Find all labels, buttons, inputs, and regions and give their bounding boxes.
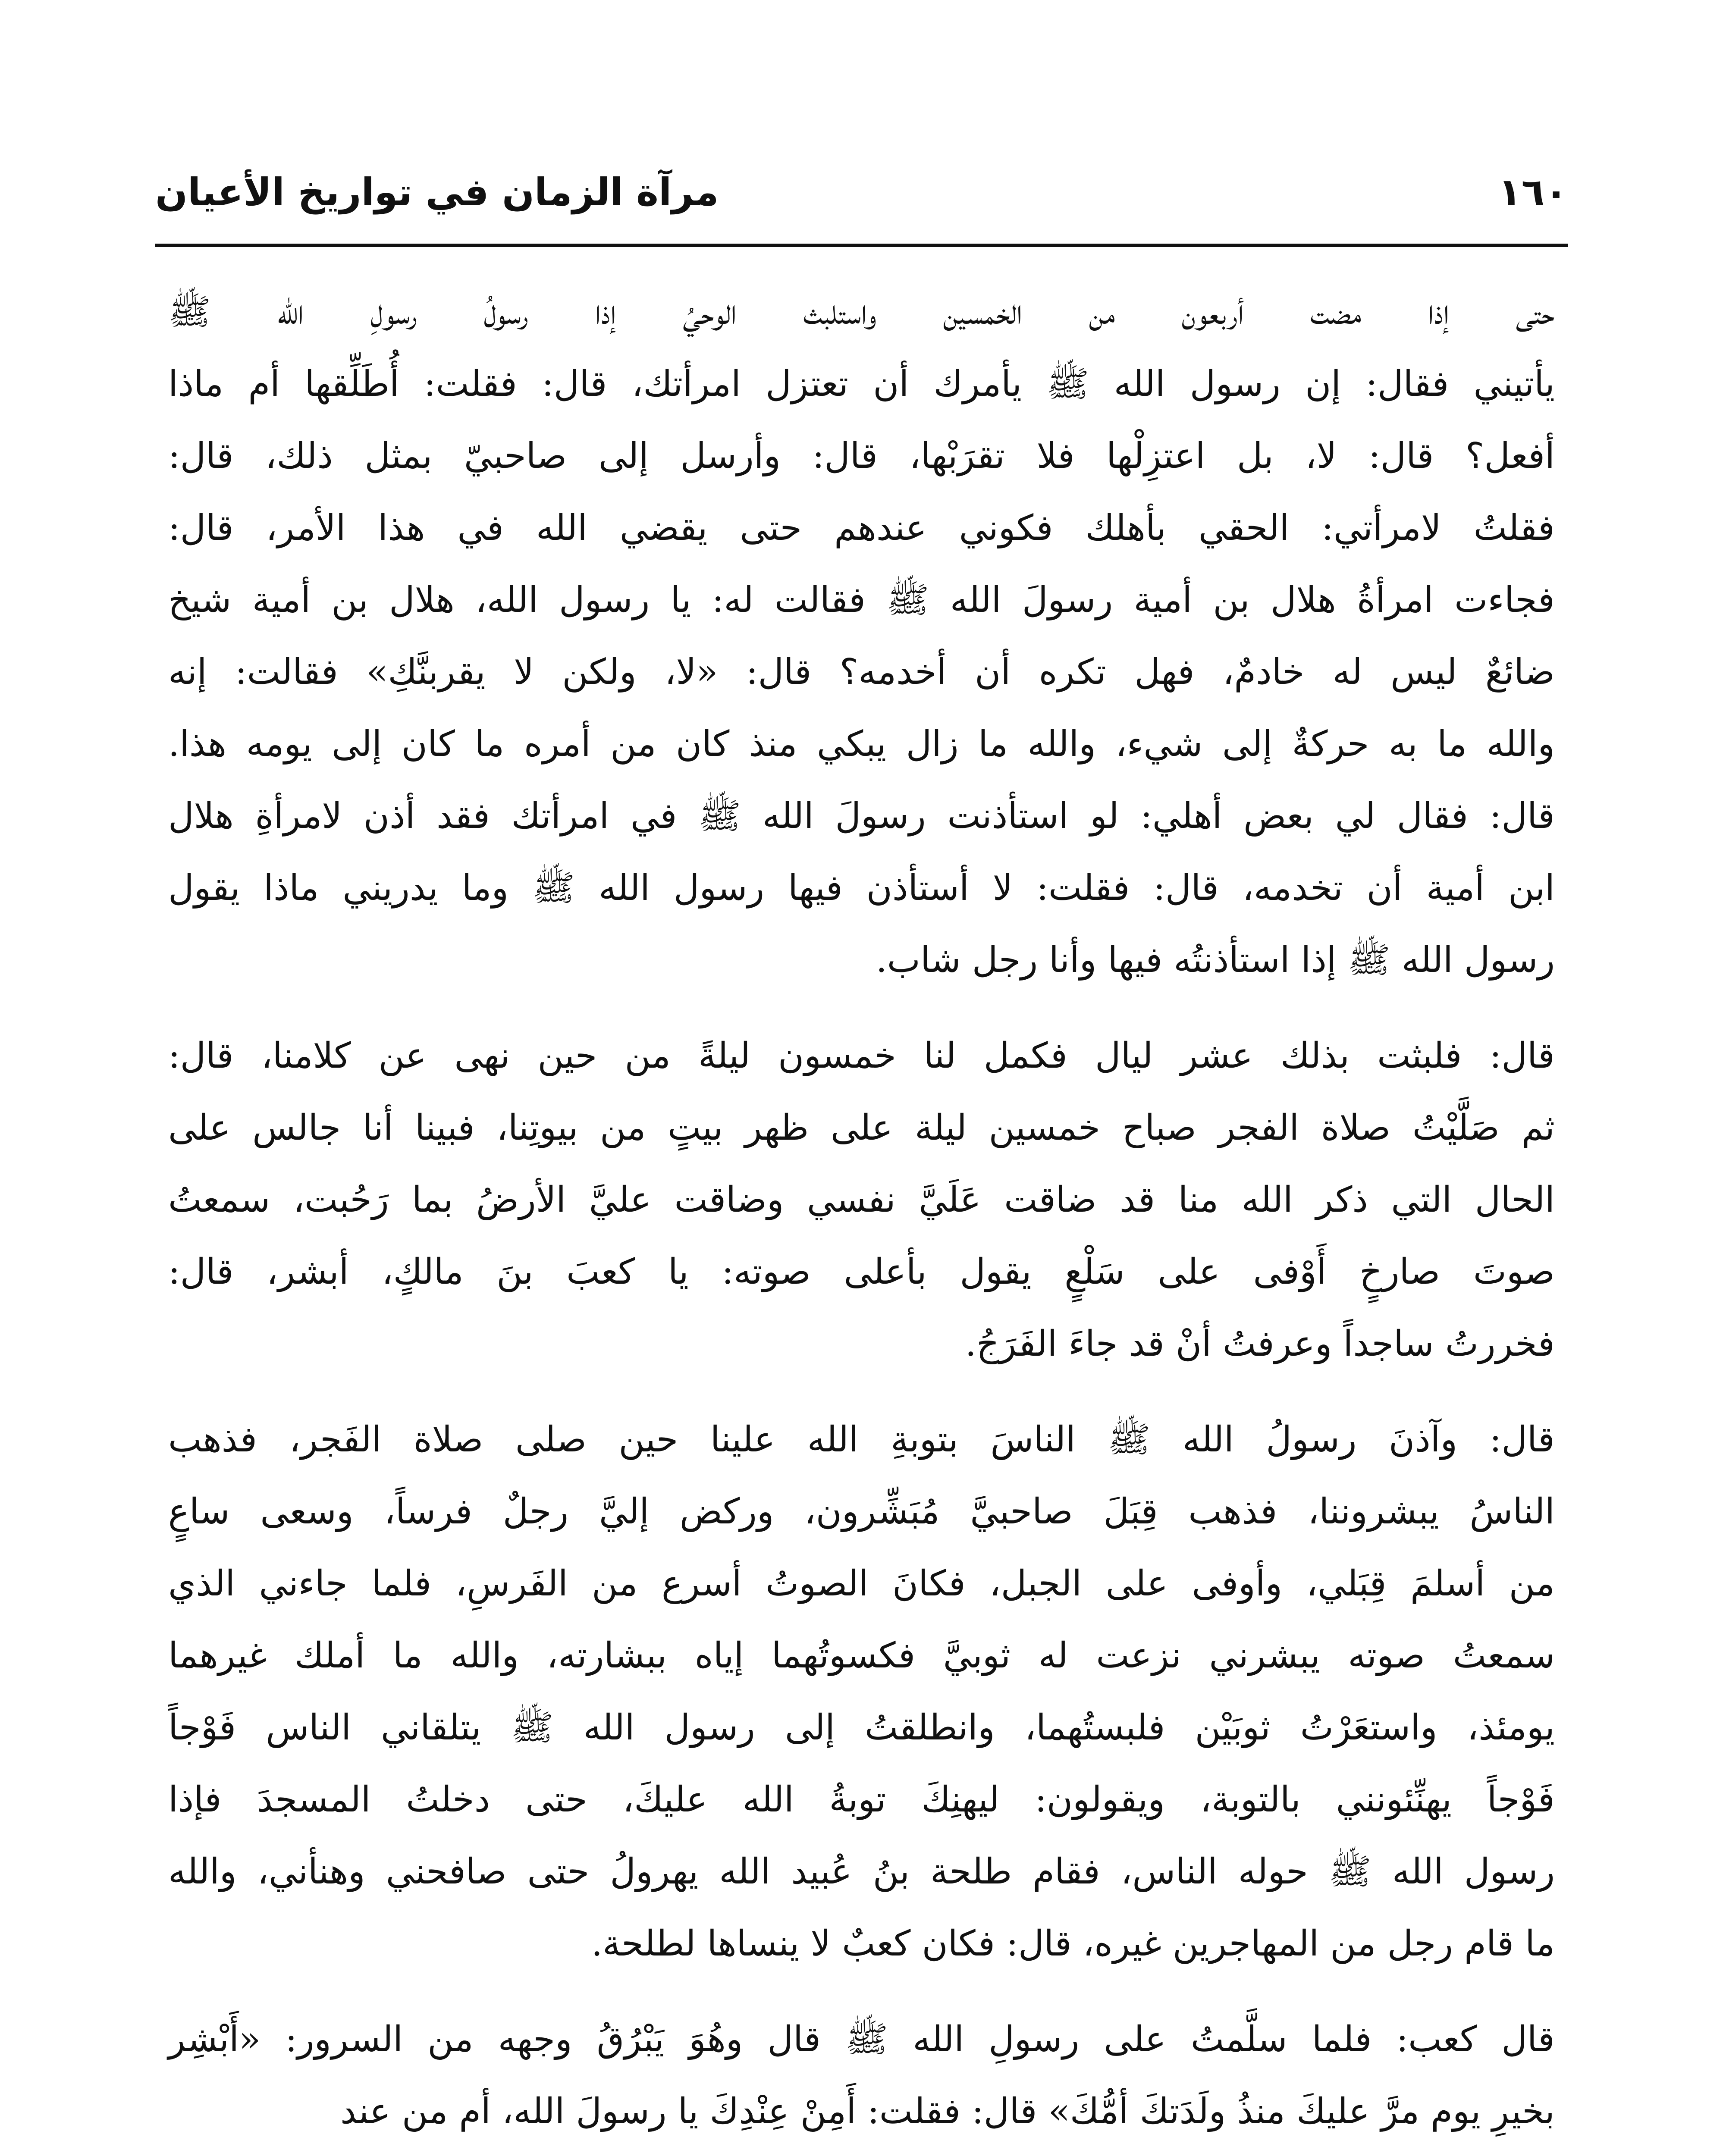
- text-line: أفعل؟ قال: لا، بل اعتزِلْها فلا تقرَبْها، قال: وأرسل إلى صاحبيّ بمثل ذلك، قال:: [168, 436, 1555, 476]
- text-line: قال كعب: فلما سلَّمتُ على رسولِ الله ﷺ قال وهُوَ يَبْرُقُ وجهه من السرور: «أَبْشِر: [168, 2019, 1555, 2060]
- page-header: [155, 155, 1568, 214]
- text-line: والله ما به حركةٌ إلى شيء، والله ما زال يبكي منذ كان من أمره ما كان إلى يومه هذا.: [168, 724, 1555, 765]
- body-text: [168, 276, 1555, 2147]
- paragraph: [168, 2003, 1555, 2147]
- text-line: يومئذ، واستعَرْتُ ثوبَيْن فلبستُهما، وانطلقتُ إلى رسول الله ﷺ يتلقاني الناس فَوْجاً: [168, 1707, 1555, 1748]
- paragraph: [168, 1404, 1555, 1980]
- text-line: ما قام رجل من المهاجرين غيره، قال: فكان كعبٌ لا ينساها لطلحة.: [591, 1923, 1555, 1964]
- text-line: فجاءت امرأةُ هلال بن أمية رسولَ الله ﷺ فقالت له: يا رسول الله، هلال بن أمية شيخ: [168, 580, 1555, 620]
- text-line: صوتَ صارخٍ أَوْفى على سَلْعٍ يقول بأعلى صوته: يا كعبَ بنَ مالكٍ، أبشر، قال:: [168, 1251, 1555, 1292]
- text-line: رسول الله ﷺ إذا استأذنتُه فيها وأنا رجل شاب.: [876, 940, 1555, 981]
- text-line: فَوْجاً يهنِّئونني بالتوبة، ويقولون: ليهنِكَ توبةُ الله عليكَ، حتى دخلتُ المسجدَ فإذا: [168, 1779, 1555, 1820]
- text-line: قال: فلبثت بذلك عشر ليال فكمل لنا خمسون ليلةً من حين نهى عن كلامنا، قال:: [168, 1035, 1555, 1076]
- paragraph: [168, 276, 1555, 996]
- text-line: الحال التي ذكر الله منا قد ضاقت عَلَيَّ نفسي وضاقت عليَّ الأرضُ بما رَحُبت، سمعتُ: [168, 1179, 1555, 1220]
- text-line: ضائعٌ ليس له خادمٌ، فهل تكره أن أخدمه؟ قال: «لا، ولكن لا يقربنَّكِ» فقالت: إنه: [168, 652, 1555, 693]
- text-line: الناسُ يبشروننا، فذهب قِبَلَ صاحبيَّ مُبَشِّرون، وركض إليَّ رجلٌ فرساً، وسعى ساعٍ: [168, 1491, 1555, 1532]
- text-line: فقلتُ لامرأتي: الحقي بأهلك فكوني عندهم حتى يقضي الله في هذا الأمر، قال:: [168, 508, 1555, 548]
- text-line: حتى إذا مضت أربعون من الخمسين واستلبث الوحيُ إذا رسولُ رسولِ الله ﷺ: [168, 291, 1555, 332]
- page-number: ١٦٠: [1498, 170, 1568, 214]
- text-line: من أسلمَ قِبَلي، وأوفى على الجبل، فكانَ الصوتُ أسرع من الفَرسِ، فلما جاءني الذي: [168, 1563, 1555, 1604]
- paragraph-gap: [168, 996, 1555, 1020]
- text-line: بخيرِ يوم مرَّ عليكَ منذُ ولَدَتكَ أمُّكَ» قال: فقلت: أَمِنْ عِنْدِكَ يا رسولَ الله، أم من عند: [340, 2091, 1555, 2132]
- paragraph-gap: [168, 1380, 1555, 1404]
- paragraph: [168, 1020, 1555, 1380]
- text-line: قال: وآذنَ رسولُ الله ﷺ الناسَ بتوبةِ الله علينا حين صلى صلاة الفَجر، فذهب: [168, 1419, 1555, 1460]
- paragraph-gap: [168, 1980, 1555, 2003]
- text-line: رسول الله ﷺ حوله الناس، فقام طلحة بنُ عُبيد الله يهرولُ حتى صافحني وهنأني، والله: [168, 1851, 1555, 1892]
- text-line: يأتيني فقال: إن رسول الله ﷺ يأمرك أن تعتزل امرأتك، قال: فقلت: أُطَلِّقها أم ماذا: [168, 364, 1555, 404]
- running-title: مرآة الزمان في تواريخ الأعيان: [155, 170, 719, 214]
- header-rule: [155, 244, 1568, 247]
- text-line: ثم صَلَّيْتُ صلاة الفجر صباح خمسين ليلة على ظهر بيتٍ من بيوتِنا، فبينا أنا جالس على: [168, 1107, 1555, 1148]
- text-line: فخررتُ ساجداً وعرفتُ أنْ قد جاءَ الفَرَجُ.: [965, 1323, 1555, 1364]
- text-line: سمعتُ صوته يبشرني نزعت له ثوبيَّ فكسوتُهما إياه ببشارته، والله ما أملك غيرهما: [168, 1635, 1555, 1676]
- text-line: ابن أمية أن تخدمه، قال: فقلت: لا أستأذن فيها رسول الله ﷺ وما يدريني ماذا يقول: [168, 868, 1555, 909]
- text-line: قال: فقال لي بعض أهلي: لو استأذنت رسولَ الله ﷺ في امرأتك فقد أذن لامرأةِ هلال: [168, 796, 1555, 837]
